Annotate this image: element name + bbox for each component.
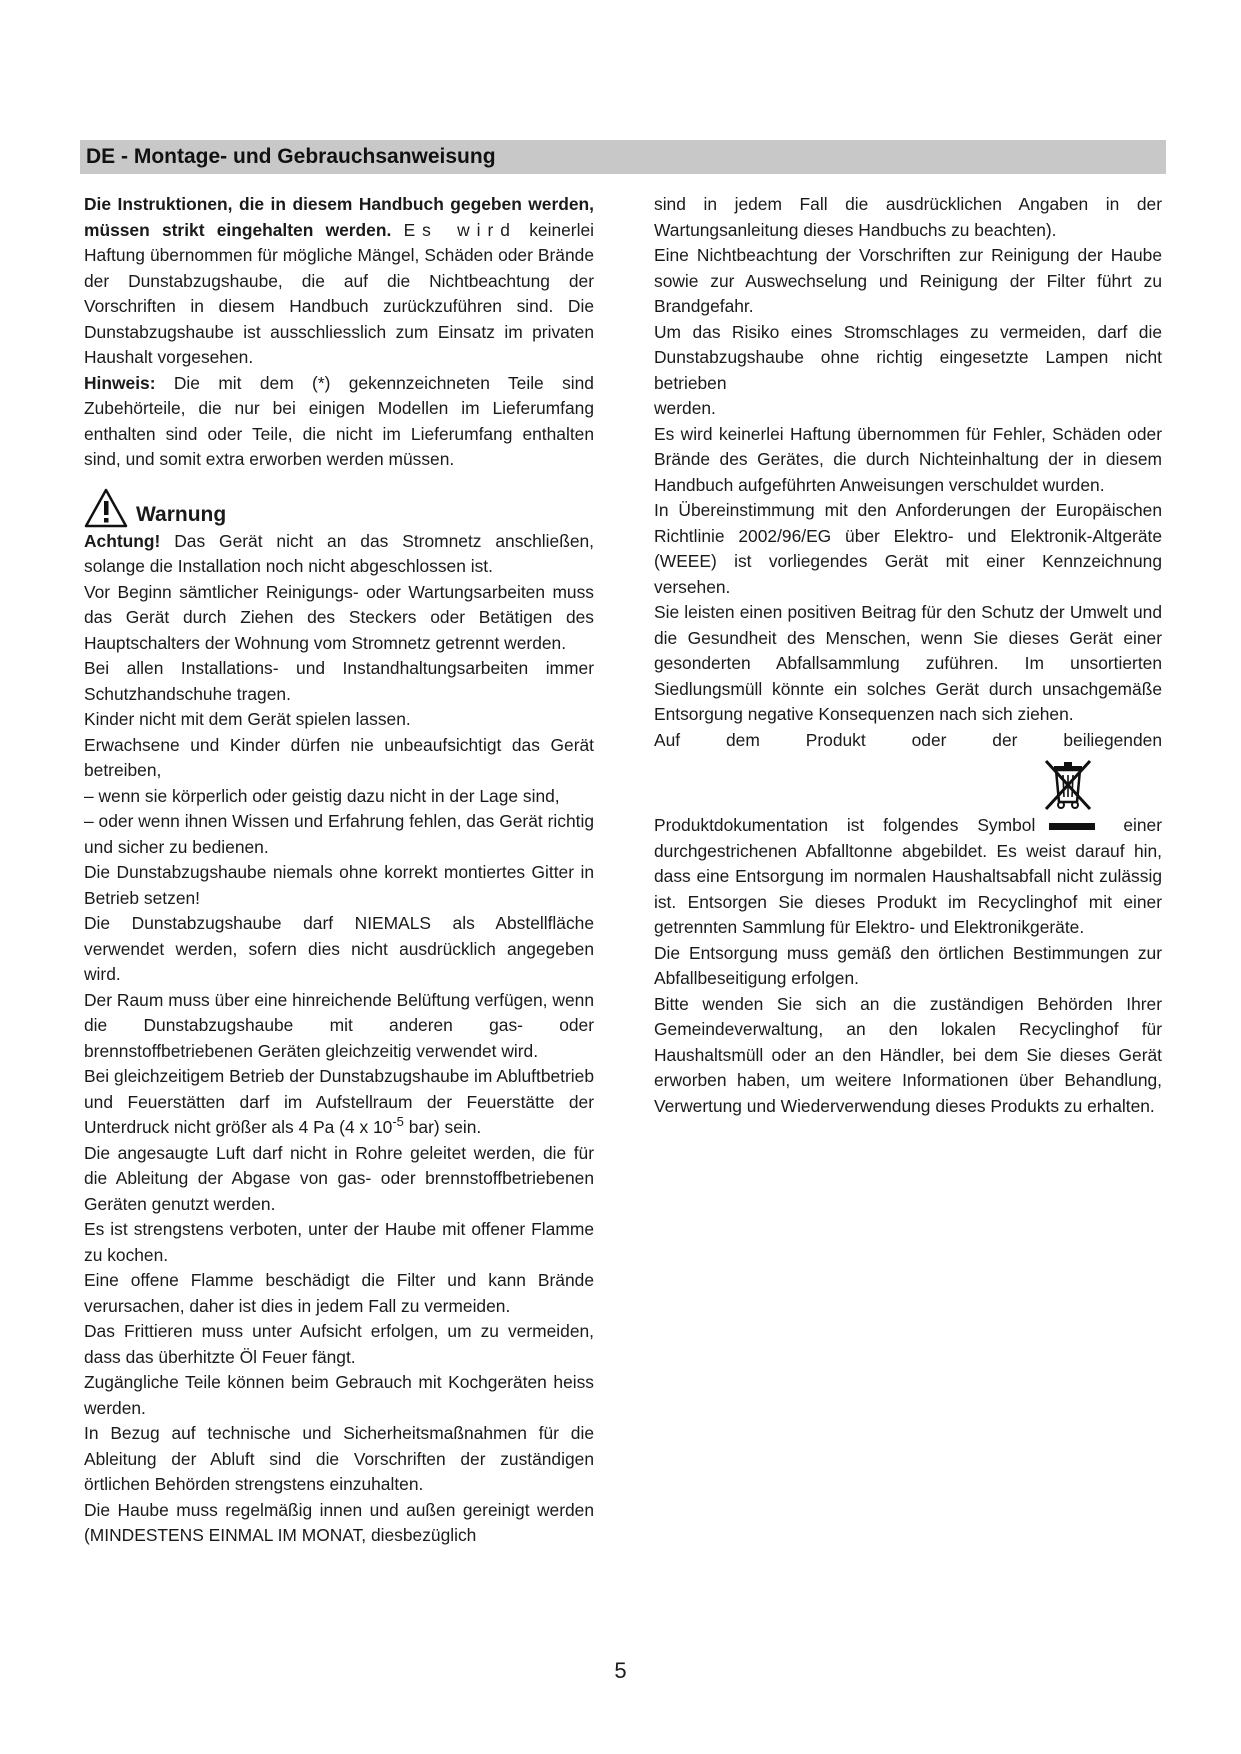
paragraph: Kinder nicht mit dem Gerät spielen lassen. xyxy=(84,709,411,729)
hint-text: Die mit dem (*) gekennzeichneten Teile sind Zubehörteile, die nur bei einigen Modellen im Lieferumfang enthalten sind oder Teile, die nicht im Lieferumfang enthalten sind, und somit extra erworben werden müssen. xyxy=(84,372,594,469)
pressure-text: Bei gleichzeitigem Betrieb der Dunstabzugshaube im Abluftbetrieb und Feuerstätten darf im Aufstellraum der Feuerstätte der Unterdruck nicht größer als 4 Pa (4 x 10 xyxy=(84,1066,594,1137)
paragraph: In Übereinstimmung mit den Anforderungen der Europäischen Richtlinie 2002/96/EG über Elektro- und Elektronik-Altgeräte (WEEE) ist vorliegendes Gerät mit einer Kennzeichnung versehen. xyxy=(654,500,1162,597)
paragraph: Das Frittieren muss unter Aufsicht erfolgen, um zu vermeiden, dass das überhitzte Öl Feuer fängt. xyxy=(84,1321,594,1367)
paragraph: Bei allen Installations- und Instandhaltungsarbeiten immer Schutzhandschuhe tragen. xyxy=(84,658,594,704)
paragraph: Zugängliche Teile können beim Gebrauch mit Kochgeräten heiss werden. xyxy=(84,1372,594,1418)
warning-heading xyxy=(84,485,594,529)
paragraph: Um das Risiko eines Stromschlages zu vermeiden, darf die Dunstabzugshaube ohne richtig eingesetzte Lampen nicht betrieben xyxy=(654,321,1162,393)
pressure-text-end: bar) sein. xyxy=(403,1117,482,1137)
paragraph: Die Dunstabzugshaube niemals ohne korrekt montiertes Gitter in Betrieb setzen! xyxy=(84,862,594,908)
section-header xyxy=(80,140,1166,174)
intro-paragraph xyxy=(84,192,594,371)
paragraph-achtung xyxy=(84,529,594,580)
symbol-text: Produktdokumentation ist folgendes Symbol xyxy=(654,815,1036,835)
achtung-label: Achtung! xyxy=(84,530,161,551)
right-column xyxy=(654,192,1162,1119)
paragraph: Vor Beginn sämtlicher Reinigungs- oder Wartungsarbeiten muss das Gerät durch Ziehen des Steckers oder Betätigen des Hauptschalters der Wohnung vom Stromnetz getrennt werden. xyxy=(84,581,594,653)
black-bar-icon xyxy=(1049,823,1095,830)
paragraph: Auf dem Produkt oder der beiliegenden xyxy=(654,729,1162,750)
warning-title: Warnung xyxy=(136,502,227,526)
warning-triangle-icon xyxy=(84,487,128,529)
intro-spaced: Es wird xyxy=(403,219,517,240)
paragraph: Es ist strengstens verboten, unter der Haube mit offener Flamme zu kochen. xyxy=(84,1219,594,1265)
pressure-exponent: -5 xyxy=(392,1114,404,1130)
crossed-out-wheelie-bin-icon xyxy=(1042,757,1094,813)
left-column xyxy=(84,192,594,1549)
hint-label: Hinweis: xyxy=(84,372,156,393)
paragraph: – wenn sie körperlich oder geistig dazu nicht in der Lage sind, xyxy=(84,785,560,806)
achtung-text: Das Gerät nicht an das Stromnetz anschließen, solange die Installation noch nicht abgeschlossen ist. xyxy=(84,530,594,576)
paragraph: – oder wenn ihnen Wissen und Erfahrung fehlen, das Gerät richtig und sicher zu bedienen. xyxy=(84,811,594,857)
symbol-text-rest: einer durchgestrichenen Abfalltonne abgebildet. Es weist darauf hin, dass eine Entsorgung im normalen Haushaltsabfall nicht zulässig ist. Entsorgen Sie dieses Produkt im Recyclinghof mit einer getrennten Sammlung für Elektro- und Elektronikgeräte. xyxy=(654,815,1162,937)
paragraph: werden. xyxy=(654,398,716,418)
paragraph: Erwachsene und Kinder dürfen nie unbeaufsichtigt das Gerät betreiben, xyxy=(84,734,594,780)
paragraph: Die Entsorgung muss gemäß den örtlichen Bestimmungen zur Abfallbeseitigung erfolgen. xyxy=(654,942,1162,988)
symbol-paragraph xyxy=(654,813,1162,941)
paragraph: Es wird keinerlei Haftung übernommen für Fehler, Schäden oder Brände des Gerätes, die durch Nichteinhaltung der in diesem Handbuch aufgeführten Anweisungen verschuldet wurden. xyxy=(654,423,1162,495)
paragraph: Sie leisten einen positiven Beitrag für den Schutz der Umwelt und die Gesundheit des Menschen, wenn Sie dieses Gerät einer gesonderten Abfallsammlung zuführen. Im unsortierten Siedlungsmüll könnte ein solches Gerät durch unsachgemäße Entsorgung negative Konsequenzen nach sich ziehen. xyxy=(654,602,1162,724)
paragraph: Die Haube muss regelmäßig innen und außen gereinigt werden (MINDESTENS EINMAL IM MONAT, diesbezüglich xyxy=(84,1499,594,1545)
paragraph: Eine offene Flamme beschädigt die Filter und kann Brände verursachen, daher ist dies in jedem Fall zu vermeiden. xyxy=(84,1270,594,1316)
paragraph: Eine Nichtbeachtung der Vorschriften zur Reinigung der Haube sowie zur Auswechselung und Reinigung der Filter führt zu Brandgefahr. xyxy=(654,245,1162,316)
intro-bold: Die Instruktionen, die in diesem Handbuch gegeben werden, müssen strikt eingehalten werden. xyxy=(84,194,594,240)
bin-symbol-area xyxy=(654,753,1162,813)
intro-rest: keinerlei Haftung übernommen für mögliche Mängel, Schäden oder Brände der Dunstabzugshaube, die auf die Nichtbeachtung der Vorschriften in diesem Handbuch zurückzuführen sind. Die Dunstabzugshaube ist ausschliesslich zum Einsatz im privaten Haushalt vorgesehen. xyxy=(84,219,594,367)
paragraph: sind in jedem Fall die ausdrücklichen Angaben in der Wartungsanleitung dieses Handbuchs zu beachten). xyxy=(654,194,1162,240)
paragraph: Die Dunstabzugshaube darf NIEMALS als Abstellfläche verwendet werden, sofern dies nicht ausdrücklich angegeben wird. xyxy=(84,913,594,984)
paragraph: Die angesaugte Luft darf nicht in Rohre geleitet werden, die für die Ableitung der Abgase von gas- oder brennstoffbetriebenen Geräten genutzt werden. xyxy=(84,1142,594,1214)
page-number: 5 xyxy=(614,1658,627,1683)
paragraph: Bitte wenden Sie sich an die zuständigen Behörden Ihrer Gemeindeverwaltung, an den lokalen Recyclinghof für Haushaltsmüll oder an den Händler, bei dem Sie dieses Gerät erworben haben, um weitere Informationen über Behandlung, Verwertung und Wiederverwendung dieses Produkts zu erhalten. xyxy=(654,993,1162,1116)
page-title: DE - Montage- und Gebrauchsanweisung xyxy=(86,145,496,168)
paragraph-pressure xyxy=(84,1064,594,1141)
paragraph: In Bezug auf technische und Sicherheitsmaßnahmen für die Ableitung der Abluft sind die Vorschriften der zuständigen örtlichen Behörden strengstens einzuhalten. xyxy=(84,1423,594,1494)
paragraph: Der Raum muss über eine hinreichende Belüftung verfügen, wenn die Dunstabzugshaube mit anderen gas- oder brennstoffbetriebenen Geräten gleichzeitig verwendet wird. xyxy=(84,989,594,1061)
hint-paragraph xyxy=(84,371,594,473)
